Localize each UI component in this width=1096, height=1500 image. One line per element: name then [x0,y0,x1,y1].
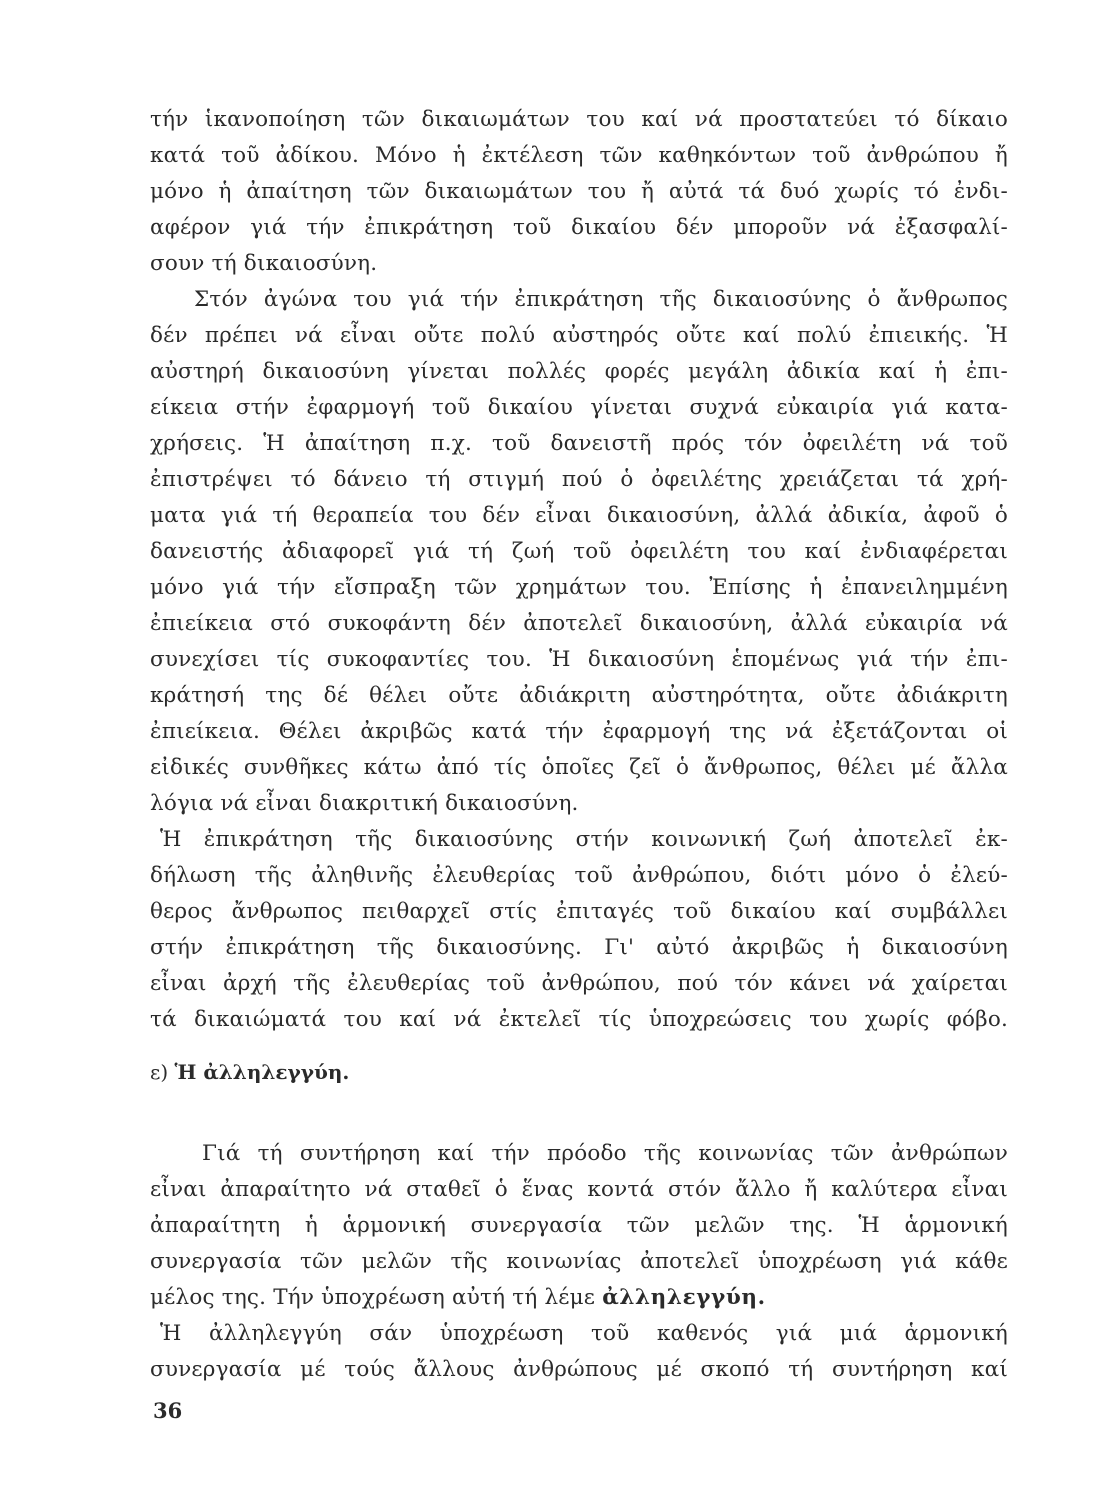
text-line: τήν ἱκανοποίηση τῶν δικαιωμάτων του καί νά προστατεύει τό δίκαιο [150,107,1008,132]
text-line: δανειστής ἀδιαφορεῖ γιά τή ζωή τοῦ ὀφειλέτη του καί ἐνδιαφέρεται [150,539,1008,564]
text-line: Ἡ ἀλληλεγγύη σάν ὑποχρέωση τοῦ καθενός γιά μιά ἁρμονική [160,1321,1008,1346]
text-line: χρήσεις. Ἡ ἀπαίτηση π.χ. τοῦ δανειστῆ πρός τόν ὀφειλέτη νά τοῦ [150,431,1008,456]
key-term: ἀλληλεγγύη. [602,1285,766,1310]
text-line: κράτησή της δέ θέλει οὔτε ἀδιάκριτη αὐστηρότητα, οὔτε ἀδιάκριτη [150,683,1008,708]
section-title: Ἡ ἀλληλεγγύη. [174,1060,350,1084]
text-line: αὐστηρή δικαιοσύνη γίνεται πολλές φορές μεγάλη ἀδικία καί ἡ ἐπι- [150,359,1008,384]
text-line: σουν τή δικαιοσύνη. [150,251,378,276]
text-line: δέν πρέπει νά εἶναι οὔτε πολύ αὐστηρός οὔτε καί πολύ ἐπιεικής. Ἡ [150,323,1008,348]
text-line: συνεχίσει τίς συκοφαντίες του. Ἡ δικαιοσύνη ἑπομένως γιά τήν ἐπι- [150,647,1008,672]
text-line: είκεια στήν ἐφαρμογή τοῦ δικαίου γίνεται συχνά εὐκαιρία γιά κατα- [150,395,1008,420]
text-line: εἶναι ἀπαραίτητο νά σταθεῖ ὁ ἕνας κοντά στόν ἄλλο ἤ καλύτερα εἶναι [150,1177,1008,1202]
text-line: τά δικαιώματά του καί νά ἐκτελεῖ τίς ὑποχρεώσεις του χωρίς φόβο. [150,1007,1008,1032]
text-line: Στόν ἀγώνα του γιά τήν ἐπικράτηση τῆς δικαιοσύνης ὁ ἄνθρωπος [194,287,1008,312]
text-line: ἐπιστρέψει τό δάνειο τή στιγμή πού ὁ ὀφειλέτης χρειάζεται τά χρή- [150,467,1008,492]
text-line: ματα γιά τή θεραπεία του δέν εἶναι δικαιοσύνη, ἀλλά ἀδικία, ἀφοῦ ὁ [150,503,1008,528]
text-line: Ἡ ἐπικράτηση τῆς δικαιοσύνης στήν κοινωνική ζωή ἀποτελεῖ ἐκ- [160,827,1008,852]
text-line-segment: μέλος της. Τήν ὑποχρέωση αὐτή τή λέμε [150,1285,596,1310]
text-line: ἐπιείκεια. Θέλει ἀκριβῶς κατά τήν ἐφαρμογή της νά ἐξετάζονται οἱ [150,719,1008,744]
text-line: ἀπαραίτητη ἡ ἁρμονική συνεργασία τῶν μελῶν της. Ἡ ἁρμονική [150,1213,1008,1238]
text-line: δήλωση τῆς ἀληθινῆς ἐλευθερίας τοῦ ἀνθρώπου, διότι μόνο ὁ ἐλεύ- [150,863,1008,888]
text-line: κατά τοῦ ἀδίκου. Μόνο ἡ ἐκτέλεση τῶν καθηκόντων τοῦ ἀνθρώπου ἤ [150,143,1008,168]
text-line: στήν ἐπικράτηση τῆς δικαιοσύνης. Γι' αὐτό ἀκριβῶς ἡ δικαιοσύνη [150,935,1008,960]
section-heading [150,1056,349,1088]
text-line: ἐπιείκεια στό συκοφάντη δέν ἀποτελεῖ δικαιοσύνη, ἀλλά εὐκαιρία νά [150,611,1008,636]
text-line [150,1280,1008,1316]
text-line: θερος ἄνθρωπος πειθαρχεῖ στίς ἐπιταγές τοῦ δικαίου καί συμβάλλει [150,899,1008,924]
text-line: αφέρον γιά τήν ἐπικράτηση τοῦ δικαίου δέν μποροῦν νά ἐξασφαλί- [150,215,1008,240]
text-line: εἶναι ἀρχή τῆς ἐλευθερίας τοῦ ἀνθρώπου, πού τόν κάνει νά χαίρεται [150,971,1008,996]
text-line: συνεργασία τῶν μελῶν τῆς κοινωνίας ἀποτελεῖ ὑποχρέωση γιά κάθε [150,1249,1008,1274]
text-line: λόγια νά εἶναι διακριτική δικαιοσύνη. [150,791,579,816]
text-line: Γιά τή συντήρηση καί τήν πρόοδο τῆς κοινωνίας τῶν ἀνθρώπων [202,1141,1008,1166]
page-number: 36 [153,1398,183,1423]
text-line: μόνο γιά τήν εἴσπραξη τῶν χρημάτων του. Ἐπίσης ἡ ἐπανειλημμένη [150,575,1008,600]
section-label: ε) [150,1060,169,1084]
text-line: εἰδικές συνθῆκες κάτω ἀπό τίς ὁποῖες ζεῖ ὁ ἄνθρωπος, θέλει μέ ἄλλα [150,755,1008,780]
text-line: μόνο ἡ ἀπαίτηση τῶν δικαιωμάτων του ἤ αὐτά τά δυό χωρίς τό ἐνδι- [150,179,1008,204]
text-line: συνεργασία μέ τούς ἄλλους ἀνθρώπους μέ σκοπό τή συντήρηση καί [150,1357,1008,1382]
